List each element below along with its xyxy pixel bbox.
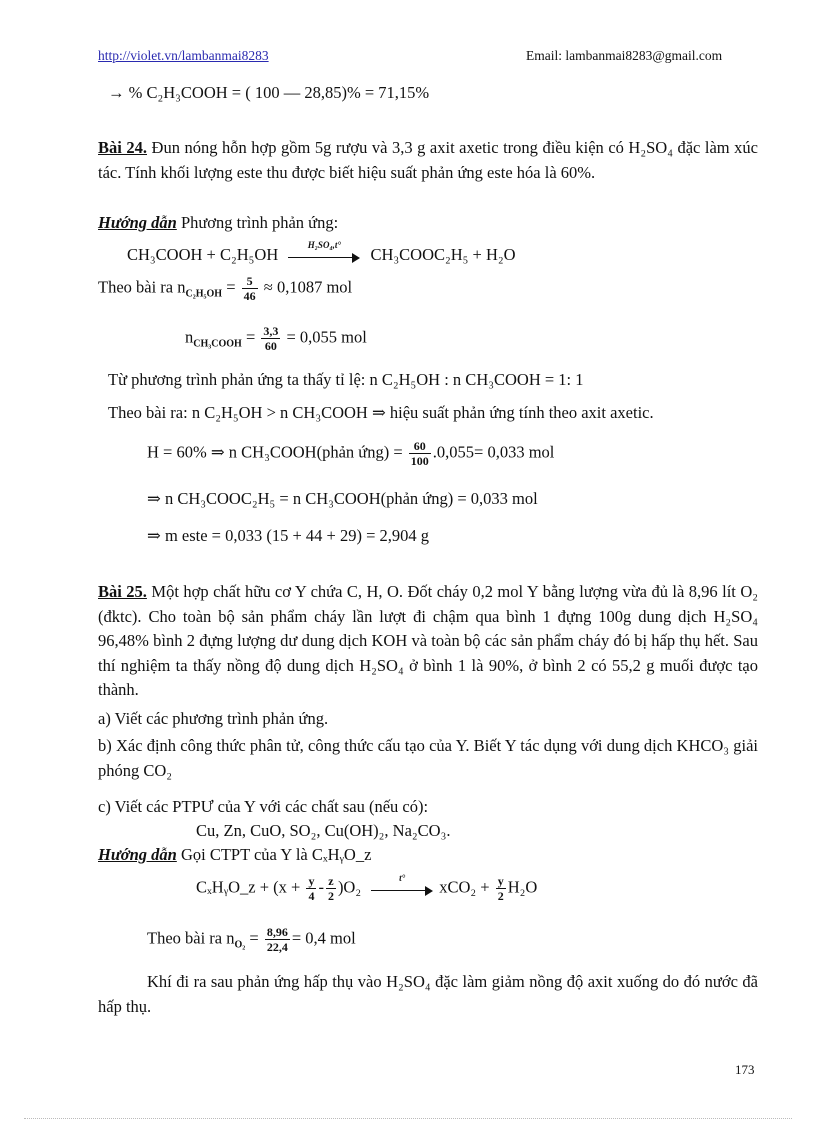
line1-prefix: Theo bài ra n <box>98 277 186 297</box>
bai24-line7: ⇒ m este = 0,033 (15 + 44 + 29) = 2,904 g <box>147 526 430 545</box>
eq-condition: t° <box>399 872 406 883</box>
guide-text: Gọi CTPT của Y là CₓHᵧO_z <box>176 845 372 864</box>
eq-right: CH₃COOC₂H₅ + H₂O <box>370 245 516 264</box>
header-link[interactable]: http://violet.vn/lambanmai8283 <box>98 48 269 63</box>
fraction: $\frac{y}{4}$ <box>308 874 315 903</box>
fraction: $\frac{5}{46}$ <box>243 274 256 303</box>
bai24-line3: Từ phương trình phản ứng ta thấy tỉ lệ: n C₂H₅OH : n CH₃COOH = 1: 1 <box>108 370 584 389</box>
o2-result: = 0,4 mol <box>291 928 356 948</box>
reaction-arrow-icon <box>288 240 360 264</box>
fraction: $\frac{8,96}{22,4}$ <box>266 925 288 954</box>
bai25-equation <box>196 874 537 903</box>
result-line: → % C₂H₃COOH = ( 100 — 28,85)% = 71,15% <box>108 83 430 102</box>
eq-left: CH₃COOH + C₂H₅OH <box>127 245 279 264</box>
reaction-arrow-icon <box>371 872 433 897</box>
eq-left: CₓHᵧO_z + (x + <box>196 877 301 897</box>
bai24-paragraph <box>98 136 758 185</box>
bai25-title: Bài 25. <box>98 582 147 601</box>
fraction: $\frac{y}{2}$ <box>497 874 504 903</box>
o2-prefix: Theo bài ra n <box>147 928 235 948</box>
bai25-paragraph <box>98 580 758 703</box>
fraction: $\frac{3,3}{60}$ <box>263 324 279 353</box>
bai24-equation <box>127 240 516 265</box>
bai25-text: Một hợp chất hữu cơ Y chứa C, H, O. Đốt cháy 0,2 mol Y bằng lượng vừa đủ là 8,96 lít O₂ (đktc). Cho toàn bộ sản phẩm cháy lần lượt đi chậm qua bình 1 đựng 100g dung dịch H₂SO₄ 96,48% bình 2 đựng lượng dư dung dịch KOH và toàn bộ các sản phẩm cháy đó bị hấp thụ hết. Sau thí nghiệm ta thấy nồng độ dung dịch H₂SO₄ ở bình 1 là 90%, ở bình 2 có 55,2 g muối được tạo thành. <box>98 582 759 699</box>
line1-sub: C₂H₅OH <box>185 288 223 300</box>
line5-result: .0,055= 0,033 mol <box>432 442 555 462</box>
bai24-text: Đun nóng hỗn hợp gồm 5g rượu và 3,3 g axit axetic trong điều kiện có H₂SO₄ đặc làm xúc tác. Tính khối lượng este thu được biết hiệu suất phản ứng este hóa là 60%. <box>98 138 758 182</box>
bai24-guide <box>98 213 338 233</box>
bai24-line4: Theo bài ra: n C₂H₅OH > n CH₃COOH ⇒ hiệu suất phản ứng tính theo axit axetic. <box>108 403 654 422</box>
fraction: $\frac{60}{100}$ <box>410 439 429 468</box>
bai25-last-paragraph: Khí đi ra sau phản ứng hấp thụ vào H₂SO₄ đặc làm giảm nồng độ axit xuống do đó nước đã hấp thụ. <box>98 972 758 1016</box>
bai25-o2-line: Theo bài ra $n_{O_2}$ = $\frac{8,96}{22,4}$ = 0,4 mol <box>147 925 356 954</box>
line2-result: = 0,055 mol <box>286 327 367 347</box>
bai24-line6: ⇒ n CH₃COOC₂H₅ = n CH₃COOH(phản ứng) = 0,033 mol <box>147 489 538 508</box>
eq-condition: H₂SO₄,t° <box>307 240 341 251</box>
o2-sub: O₂ <box>234 939 246 951</box>
bai25-qb: b) Xác định công thức phân tử, công thức cấu tạo của Y. Biết Y tác dụng với dung dịch KHCO₃ giải phóng CO₂ <box>98 736 758 780</box>
guide-label: Hướng dẫn <box>98 845 177 864</box>
fraction: $\frac{z}{2}$ <box>327 874 334 903</box>
eq-mid: )O₂ <box>337 877 362 897</box>
bai24-line2: $n_{CH_3COOH}$ = $\frac{3,3}{60}$ = 0,055 mol <box>185 324 367 353</box>
bai25-qc-list: Cu, Zn, CuO, SO₂, Cu(OH)₂, Na₂CO₃. <box>196 821 451 840</box>
bai24-line1: Theo bài ra $n_{C_2H_5OH}$ = $\frac{5}{46}$ ≈ 0,1087 mol <box>98 274 353 303</box>
bai24-line5 <box>147 439 554 468</box>
line5-prefix: H = 60% ⇒ n CH₃COOH(phản ứng) = <box>147 442 403 462</box>
guide-text: Phương trình phản ứng: <box>176 213 339 232</box>
bai25-qc: c) Viết các PTPƯ của Y với các chất sau (nếu có): <box>98 797 429 816</box>
line1-result: ≈ 0,1087 mol <box>263 277 353 297</box>
guide-label: Hướng dẫn <box>98 213 177 232</box>
line2-prefix: n <box>185 327 194 347</box>
eq-right1: xCO₂ + <box>439 877 490 897</box>
eq-minus: - <box>318 877 324 897</box>
page-number: 173 <box>735 1062 755 1077</box>
bai25-qa: a) Viết các phương trình phản ứng. <box>98 709 329 728</box>
header-email: Email: lambanmai8283@gmail.com <box>526 48 723 63</box>
eq-right2: H₂O <box>507 877 538 897</box>
line2-sub: CH₃COOH <box>193 338 242 350</box>
page-divider <box>24 1118 792 1119</box>
bai24-title: Bài 24. <box>98 138 147 157</box>
bai25-guide <box>98 845 371 865</box>
